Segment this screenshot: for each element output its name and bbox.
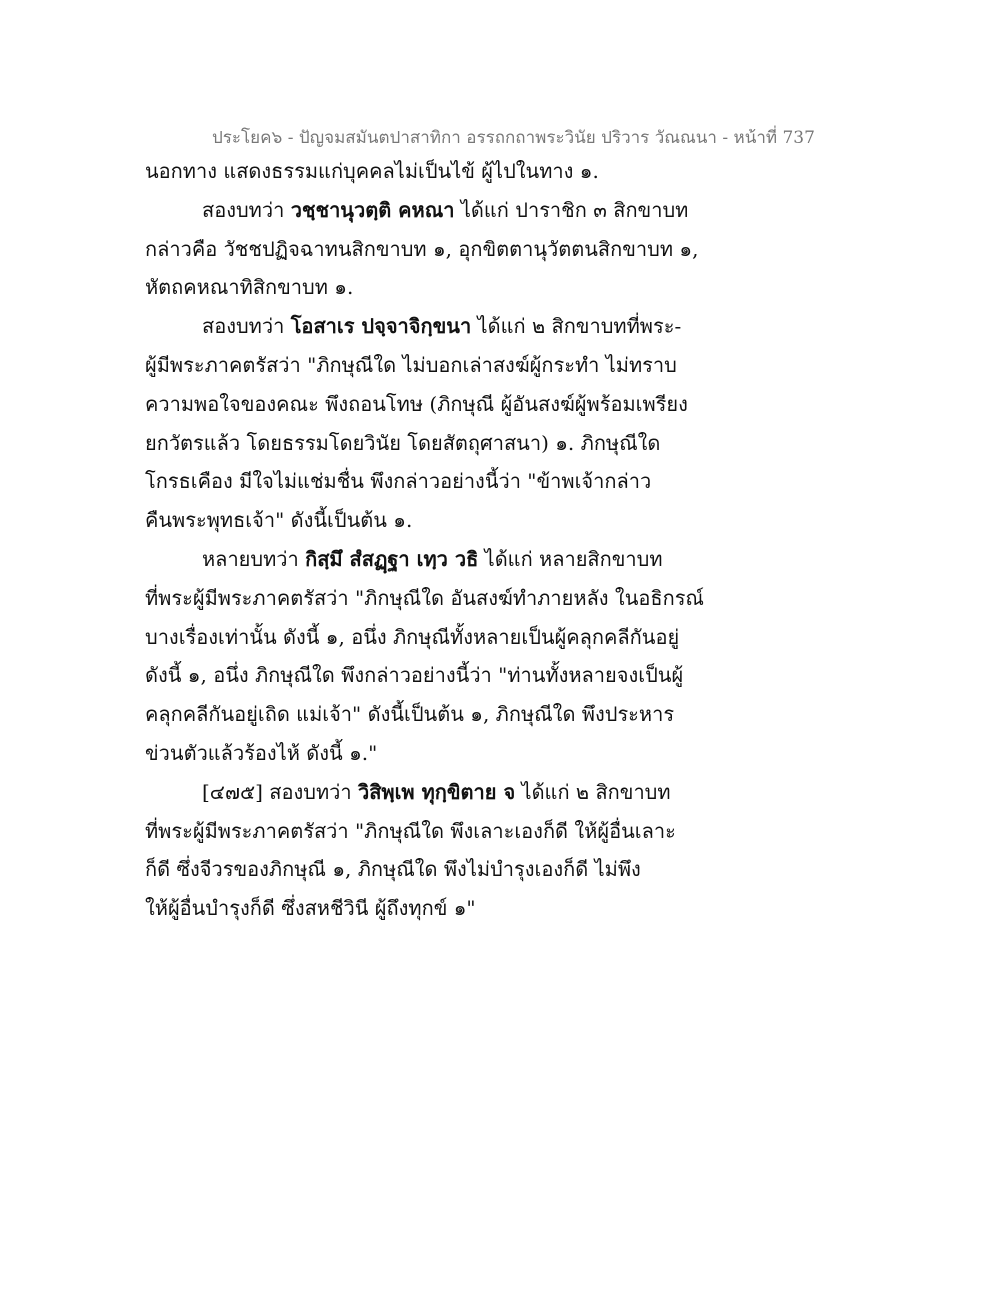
text-line xyxy=(145,618,705,657)
text-line xyxy=(145,579,705,618)
text-span: หลายบทว่า xyxy=(202,546,306,571)
text-span: ได้แก่ ๒ สิกขาบทที่พระ- xyxy=(471,314,682,339)
document-body xyxy=(145,152,705,928)
text-line xyxy=(145,462,705,501)
text-line xyxy=(145,191,705,230)
text-line xyxy=(145,540,705,579)
text-line xyxy=(145,695,705,734)
text-line xyxy=(145,268,705,307)
text-span: นอกทาง แสดงธรรมแก่บุคคลไม่เป็นไข้ ผู้ไปในทาง ๑. xyxy=(145,159,599,183)
text-line xyxy=(145,850,705,889)
text-span: ที่พระผู้มีพระภาคตรัสว่า "ภิกษุณีใด พึงเลาะเองก็ดี ให้ผู้อื่นเลาะ xyxy=(145,818,676,843)
pali-term: โอสาเร ปจฺจาจิกฺขนา xyxy=(290,314,472,339)
text-span: ผู้มีพระภาคตรัสว่า "ภิกษุณีใด ไม่บอกเล่าสงฆ์ผู้กระทำ ไม่ทราบ xyxy=(145,352,677,377)
text-line xyxy=(145,424,705,463)
text-span: ก็ดี ซึ่งจีวรของภิกษุณี ๑, ภิกษุณีใด พึงไม่บำรุงเองก็ดี ไม่พึง xyxy=(145,857,641,882)
text-span: ได้แก่ ๒ สิกขาบท xyxy=(515,779,671,804)
text-span: ที่พระผู้มีพระภาคตรัสว่า "ภิกษุณีใด อันสงฆ์ทำภายหลัง ในอธิกรณ์ xyxy=(145,585,704,610)
pali-term: วชฺชานุวตฺติ คหณา xyxy=(290,197,455,222)
text-span: สองบทว่า xyxy=(202,197,291,222)
text-line xyxy=(145,152,705,191)
text-line xyxy=(145,734,705,773)
text-span: สองบทว่า xyxy=(202,314,291,339)
text-line xyxy=(145,307,705,346)
text-span: ดังนี้ ๑, อนึ่ง ภิกษุณีใด พึงกล่าวอย่างนี้ว่า "ท่านทั้งหลายจงเป็นผู้ xyxy=(145,663,684,688)
text-span: ได้แก่ หลายสิกขาบท xyxy=(478,546,663,571)
text-line xyxy=(145,346,705,385)
text-line xyxy=(145,501,705,540)
text-span: คลุกคลีกันอยู่เถิด แม่เจ้า" ดังนี้เป็นต้น ๑, ภิกษุณีใด พึงประหาร xyxy=(145,702,675,727)
text-span: หัตถคหณาทิสิกขาบท ๑. xyxy=(145,275,354,300)
text-line xyxy=(145,773,705,812)
text-line xyxy=(145,230,705,269)
text-span: ยกวัตรแล้ว โดยธรรมโดยวินัย โดยสัตถุศาสนา) ๑. ภิกษุณีใด xyxy=(145,430,661,455)
pali-term: กิสฺมึ สํสฏฺฐา เทฺว วธิ xyxy=(305,546,479,571)
text-span: [๔๗๕] สองบทว่า xyxy=(202,779,358,804)
text-span: คืนพระพุทธเจ้า" ดังนี้เป็นต้น ๑. xyxy=(145,508,413,533)
text-span: ได้แก่ ปาราชิก ๓ สิกขาบท xyxy=(454,197,689,222)
text-span: กล่าวคือ วัชชปฏิจฉาทนสิกขาบท ๑, อุกขิตตานุวัตตนสิกขาบท ๑, xyxy=(145,236,699,261)
text-line xyxy=(145,812,705,851)
text-line xyxy=(145,889,705,928)
pali-term: วิสิพฺเพ ทุกฺขิตาย จ xyxy=(357,779,516,804)
text-span: ข่วนตัวแล้วร้องไห้ ดังนี้ ๑." xyxy=(145,740,378,765)
text-line xyxy=(145,385,705,424)
text-line xyxy=(145,656,705,695)
text-span: บางเรื่องเท่านั้น ดังนี้ ๑, อนึ่ง ภิกษุณีทั้งหลายเป็นผู้คลุกคลีกันอยู่ xyxy=(145,624,680,649)
page-header: ประโยค๖ - ปัญจมสมันตปาสาทิกา อรรถกถาพระวินัย ปริวาร วัณณนา - หน้าที่ 737 xyxy=(212,128,815,148)
text-span: ความพอใจของคณะ พึงถอนโทษ (ภิกษุณี ผู้อันสงฆ์ผู้พร้อมเพรียง xyxy=(145,391,688,416)
text-span: ให้ผู้อื่นบำรุงก็ดี ซึ่งสหชีวินี ผู้ถึงทุกข์ ๑" xyxy=(145,896,476,921)
text-span: โกรธเคือง มีใจไม่แช่มชื่น พึงกล่าวอย่างนี้ว่า "ข้าพเจ้ากล่าว xyxy=(145,469,652,494)
